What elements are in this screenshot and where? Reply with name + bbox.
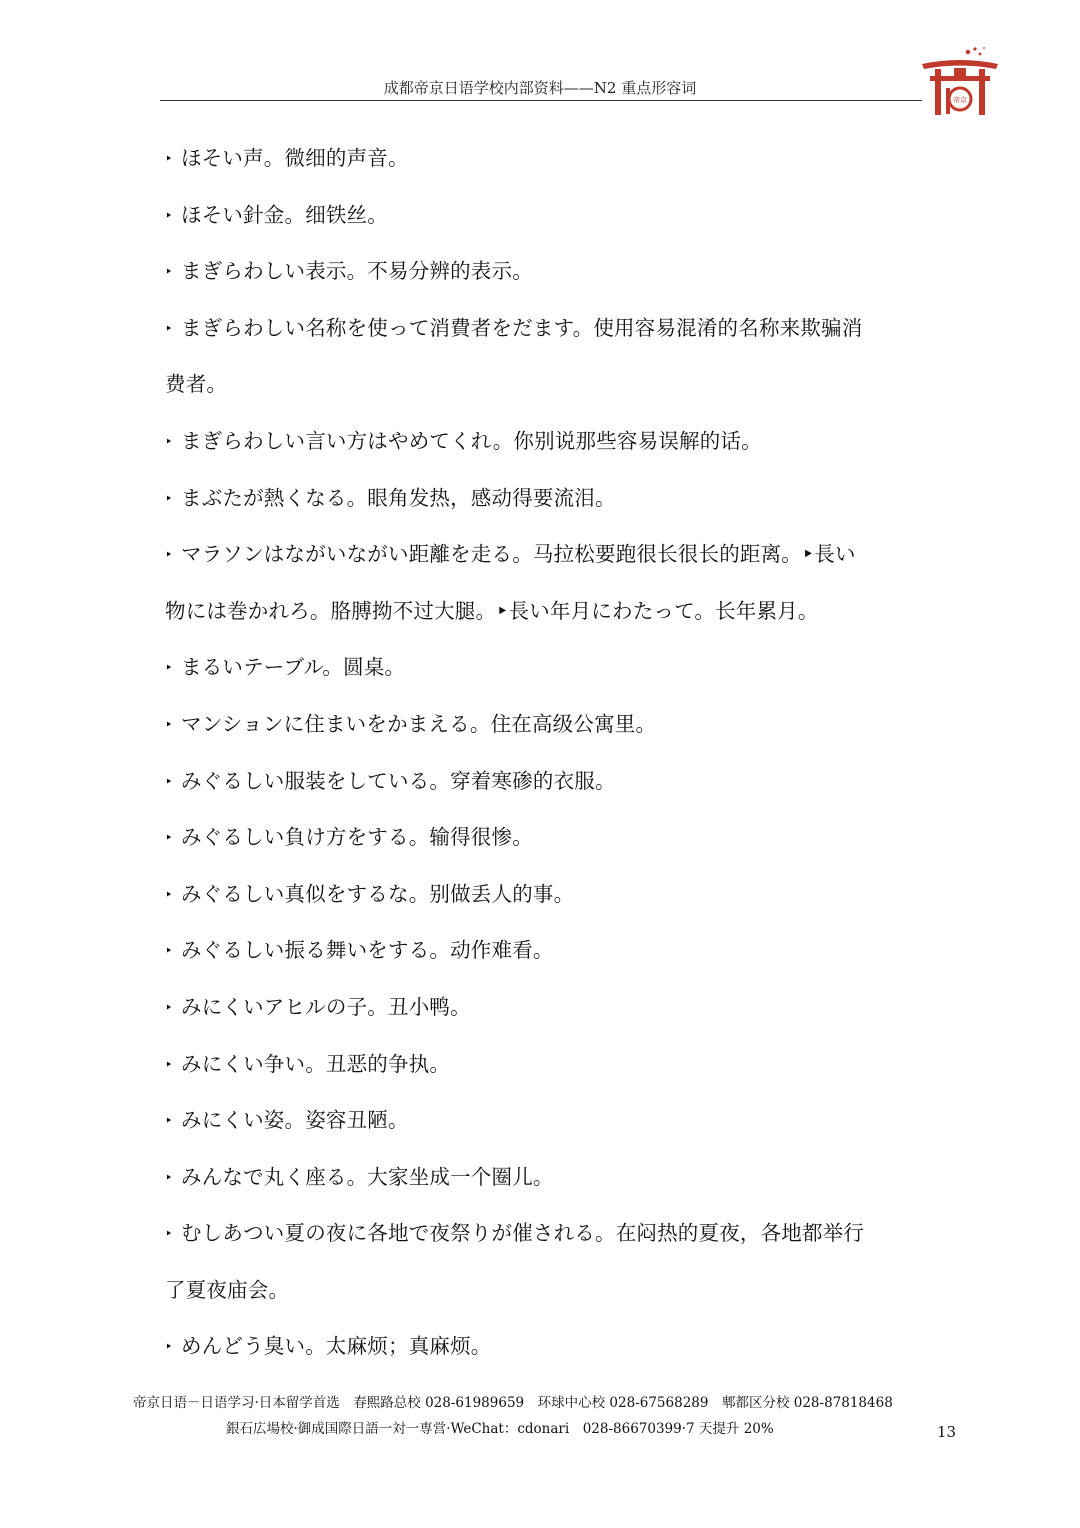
list-item [165,866,910,923]
bullet-triangle-icon: ‣ [165,717,173,733]
list-item-text: マンションに住まいをかまえる。住在高级公寓里。 [181,711,657,736]
list-item-text: まぎらわしい名称を使って消費者をだます。使用容易混淆的名称来欺骗消 [181,315,863,340]
list-item-text: みぐるしい振る舞いをする。动作难看。 [181,938,554,963]
vocabulary-list [165,130,910,1375]
list-item [165,243,910,300]
list-item [165,1262,910,1319]
list-item [165,1036,910,1093]
bullet-triangle-icon: ‣ [165,548,173,564]
logo-text: 帝京 [953,96,967,104]
list-item [165,526,910,583]
list-item-text: みにくい争い。丑恶的争执。 [181,1051,451,1076]
list-item-text: まぎらわしい言い方はやめてくれ。你别说那些容易误解的话。 [181,428,762,453]
bullet-triangle-icon: ‣ [165,661,173,677]
list-item [165,1092,910,1149]
list-item [165,356,910,413]
list-item-text: みにくい姿。姿容丑陋。 [181,1108,409,1133]
bullet-triangle-icon: ‣ [165,152,173,167]
list-item-text: みんなで丸く座る。大家坐成一个圈儿。 [181,1164,554,1189]
list-item [165,130,910,187]
list-item-text: みにくいアヒルの子。丑小鸭。 [181,994,471,1019]
bullet-triangle-icon: ‣ [165,944,173,960]
list-item [165,300,910,357]
bullet-triangle-icon: ‣ [165,434,173,450]
bullet-triangle-icon: ‣ [165,1227,173,1243]
bullet-triangle-icon: ‣ [165,1340,173,1356]
list-item-text: みぐるしい負け方をする。输得很惨。 [181,825,533,850]
list-item [165,1205,910,1262]
list-item [165,1318,910,1375]
list-item-text: まるいテーブル。圆桌。 [181,655,406,680]
header-divider [160,100,922,101]
list-item-text: 了夏夜庙会。 [165,1277,290,1302]
bullet-triangle-icon: ‣ [165,265,173,281]
list-item-text: まぶたが熱くなる。眼角发热，感动得要流泪。 [181,485,616,510]
page-number: 13 [937,1423,957,1441]
bullet-triangle-icon: ‣ [165,491,173,507]
list-item [165,809,910,866]
list-item [165,1149,910,1206]
list-item [165,583,910,640]
torii-logo-icon [918,44,1002,118]
list-item-text: ほそい声。微细的声音。 [181,146,409,170]
list-item-text: 物には巻かれろ。胳膊拗不过大腿。‣長い年月にわたって。长年累月。 [165,598,819,623]
bullet-triangle-icon: ‣ [165,1114,173,1130]
bullet-triangle-icon: ‣ [165,1057,173,1073]
list-item-text: みぐるしい服装をしている。穿着寒碜的衣服。 [181,768,616,793]
list-item [165,922,910,979]
bullet-triangle-icon: ‣ [165,321,173,337]
list-item [165,696,910,753]
list-item [165,413,910,470]
list-item [165,187,910,244]
header-title: 成都帝京日语学校内部资料——N2 重点形容词 [383,79,697,97]
bullet-triangle-icon: ‣ [165,1170,173,1186]
bullet-triangle-icon: ‣ [165,208,173,224]
bullet-triangle-icon: ‣ [165,1000,173,1016]
list-item-text: マラソンはながいながい距離を走る。马拉松要跑很长很长的距离。‣長い [181,542,856,567]
list-item-text: めんどう臭い。太麻烦；真麻烦。 [181,1334,492,1359]
bullet-triangle-icon: ‣ [165,887,173,903]
bullet-triangle-icon: ‣ [165,774,173,790]
list-item-text: みぐるしい真似をするな。别做丢人的事。 [181,881,575,906]
list-item [165,753,910,810]
list-item-text: 费者。 [165,372,228,397]
bullet-triangle-icon: ‣ [165,831,173,847]
list-item [165,639,910,696]
list-item-text: ほそい針金。细铁丝。 [181,202,388,227]
footer-contact-line-2: 銀石広場校·御成国際日語一対一専営·WeChat：cdonari 028-86670399·7 天提升 20% [226,1421,774,1437]
list-item [165,979,910,1036]
list-item-text: まぎらわしい表示。不易分辨的表示。 [181,259,533,284]
footer-contact-line-1: 帝京日语－日语学习·日本留学首选 春熙路总校 028-61989659 环球中心校 028-67568289 郫都区分校 028-87818468 [133,1395,893,1411]
list-item-text: むしあつい夏の夜に各地で夜祭りが催される。在闷热的夏夜，各地都举行 [181,1221,865,1246]
list-item [165,470,910,527]
